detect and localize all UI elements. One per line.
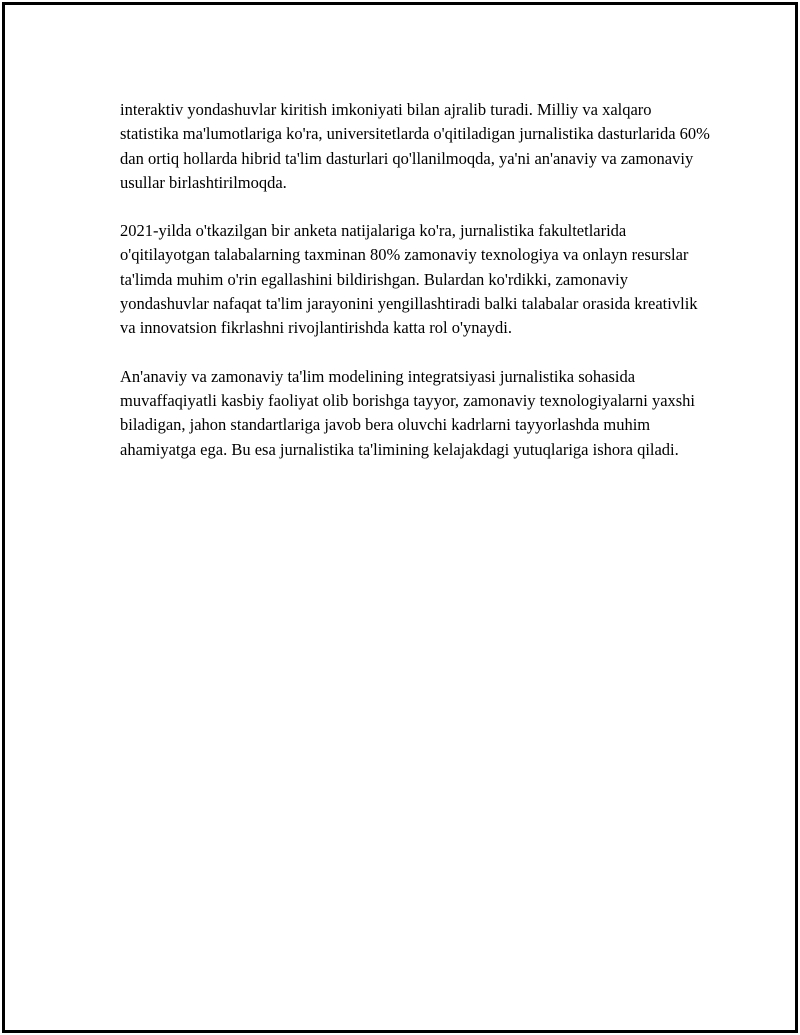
paragraph-survey-results: 2021-yilda o'tkazilgan bir anketa natijalariga ko'ra, jurnalistika fakultetlarida o'qitilayotgan talabalarning taxminan 80% zamonaviy texnologiya va onlayn resurslar ta'limda muhim o'rin egallashini bildirishgan. Bulardan ko'rdikki, zamonaviy yondashuvlar nafaqat ta'lim jarayonini yengillashtiradi balki talabalar orasida kreativlik va innovatsion fikrlashni rivojlantirishda katta rol o'ynaydi.: [120, 221, 698, 338]
document-page: [2, 2, 798, 1033]
paragraph-integration-conclusion: An'anaviy va zamonaviy ta'lim modelining integratsiyasi jurnalistika sohasida muvaffaqiyatli kasbiy faoliyat olib borishga tayyor, zamonaviy texnologiyalarni yaxshi biladigan, jahon standartlariga javob bera oluvchi kadrlarni tayyorlashda muhim ahamiyatga ega. Bu esa jurnalistika ta'limining kelajakdagi yutuqlariga ishora qiladi.: [120, 366, 696, 459]
paragraph-hybrid-education: interaktiv yondashuvlar kiritish imkoniyati bilan ajralib turadi. Milliy va xalqaro statistika ma'lumotlariga ko'ra, universitetlarda o'qitiladigan jurnalistika dasturlarida 60% dan ortiq hollarda hibrid ta'lim dasturlari qo'llanilmoqda, ya'ni an'anaviy va zamonaviy usullar birlashtirilmoqda.: [120, 100, 710, 192]
document-body: [120, 98, 710, 486]
